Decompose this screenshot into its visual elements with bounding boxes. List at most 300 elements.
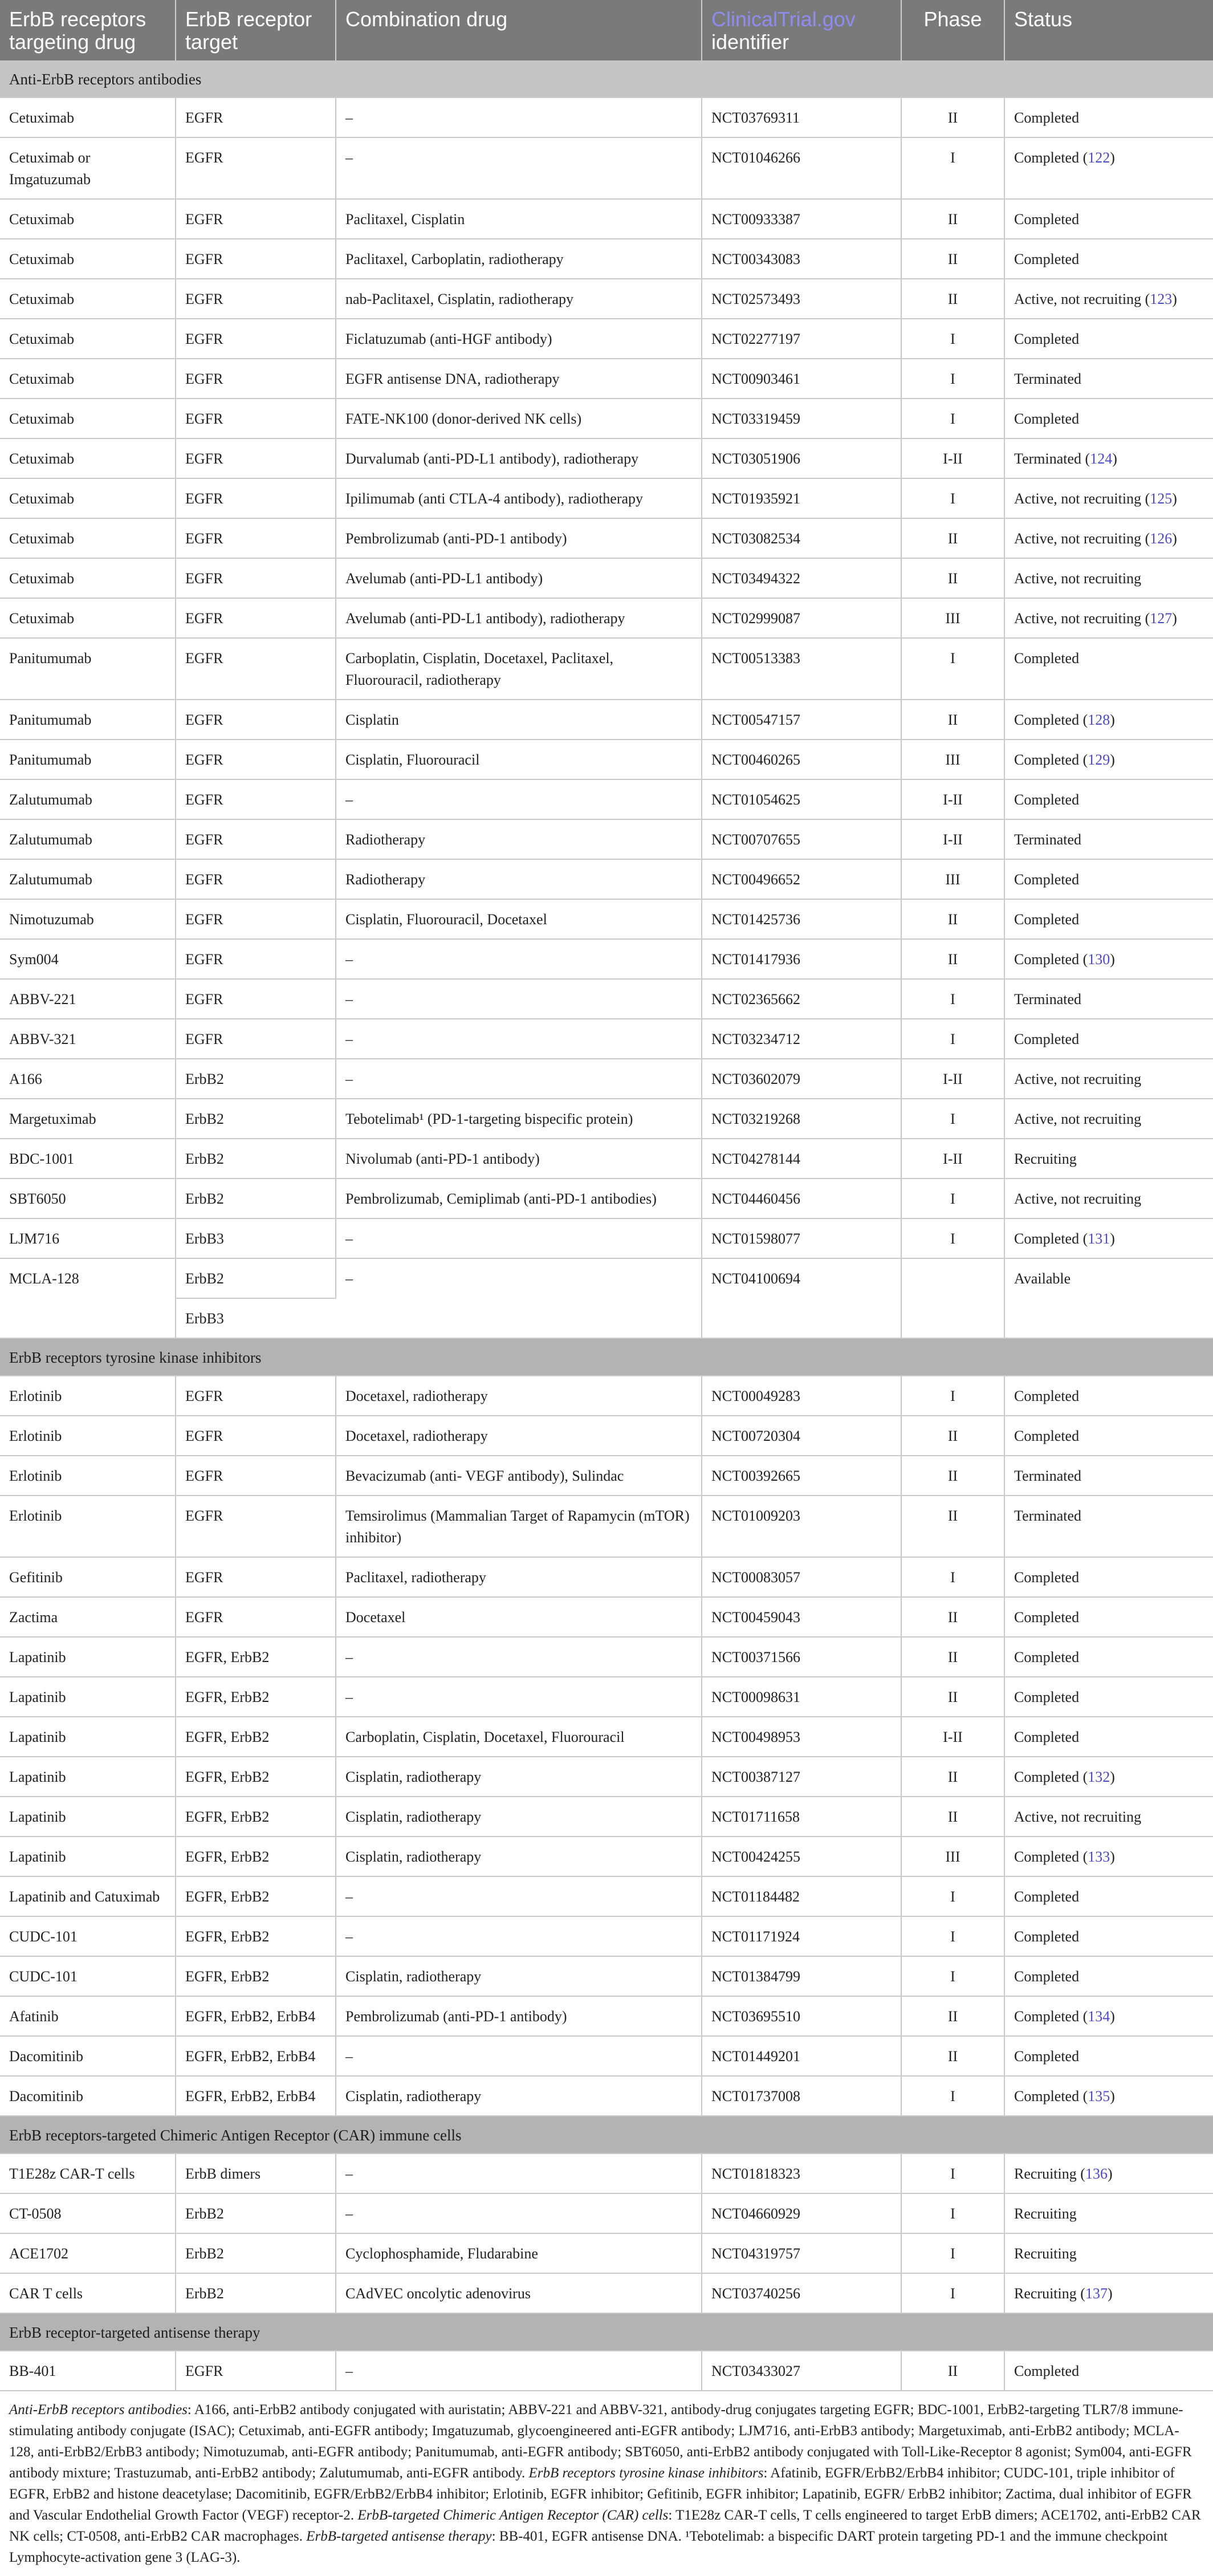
status-text: Completed — [1014, 911, 1080, 928]
drug-cell: Cetuximab — [0, 199, 176, 239]
table-row — [0, 558, 1213, 598]
phase-cell: II — [901, 939, 1004, 979]
table-row — [0, 1019, 1213, 1059]
phase-cell: II — [901, 1677, 1004, 1717]
status-cell — [1004, 1916, 1213, 1956]
target-cell: EGFR, ErbB2 — [176, 1956, 336, 1996]
phase-cell: I — [901, 638, 1004, 700]
identifier-cell: NCT00098631 — [702, 1677, 901, 1717]
drug-cell: CUDC-101 — [0, 1916, 176, 1956]
identifier-cell: NCT00083057 — [702, 1557, 901, 1597]
drug-cell: Cetuximab — [0, 438, 176, 478]
combination-cell: Paclitaxel, radiotherapy — [336, 1557, 702, 1597]
drug-cell: Lapatinib — [0, 1717, 176, 1757]
identifier-cell: NCT00498953 — [702, 1717, 901, 1757]
footnote-heading-car: ErbB-targeted Chimeric Antigen Receptor (CAR) cells — [357, 2508, 669, 2523]
phase-cell: I — [901, 478, 1004, 518]
target-cell: ErbB2 — [176, 2273, 336, 2313]
footnote-heading-antibodies: Anti-ErbB receptors antibodies — [9, 2402, 188, 2417]
target-cell: EGFR — [176, 598, 336, 638]
phase-cell: I — [901, 1179, 1004, 1218]
drug-cell: Panitumumab — [0, 700, 176, 740]
combination-cell: – — [336, 1677, 702, 1717]
target-cell: EGFR — [176, 239, 336, 279]
phase-cell: II — [901, 1416, 1004, 1456]
reference-link[interactable]: 135 — [1088, 2088, 1110, 2104]
combination-cell: – — [336, 1258, 702, 1338]
identifier-cell: NCT01425736 — [702, 899, 901, 939]
target-cell: ErbB2 — [176, 2193, 336, 2233]
target-cell: ErbB3 — [176, 1298, 336, 1338]
phase-cell: II — [901, 899, 1004, 939]
phase-cell: II — [901, 1996, 1004, 2036]
target-cell: EGFR, ErbB2 — [176, 1677, 336, 1717]
reference-link[interactable]: 133 — [1088, 1848, 1110, 1865]
target-cell: EGFR, ErbB2, ErbB4 — [176, 1996, 336, 2036]
combination-cell: – — [336, 97, 702, 137]
target-cell: EGFR — [176, 319, 336, 359]
drug-cell: Cetuximab — [0, 359, 176, 399]
target-cell: EGFR — [176, 1456, 336, 1496]
status-text: Completed — [1014, 1031, 1080, 1047]
combination-cell: – — [336, 1218, 702, 1258]
status-cell — [1004, 2036, 1213, 2076]
identifier-cell: NCT00459043 — [702, 1597, 901, 1637]
combination-cell: Avelumab (anti-PD-L1 antibody) — [336, 558, 702, 598]
clinicaltrials-link[interactable]: ClinicalTrial.gov — [711, 7, 856, 31]
section-title: Anti-ErbB receptors antibodies — [0, 60, 1213, 97]
header-phase: Phase — [901, 0, 1004, 60]
combination-cell: Temsirolimus (Mammalian Target of Rapamycin (mTOR) inhibitor) — [336, 1496, 702, 1557]
status-text: Completed — [1014, 1649, 1080, 1665]
combination-cell: Pembrolizumab, Cemiplimab (anti-PD-1 antibodies) — [336, 1179, 702, 1218]
table-row — [0, 1179, 1213, 1218]
drug-cell: Cetuximab — [0, 478, 176, 518]
table-row — [0, 478, 1213, 518]
status-text: Completed — [1014, 1569, 1080, 1586]
target-cell: EGFR, ErbB2, ErbB4 — [176, 2036, 336, 2076]
reference-link[interactable]: 122 — [1088, 149, 1110, 166]
identifier-cell: NCT04100694 — [702, 1258, 901, 1338]
section-row — [0, 2116, 1213, 2154]
combination-cell: Cisplatin, Fluorouracil — [336, 740, 702, 779]
combination-cell: Cisplatin, radiotherapy — [336, 1757, 702, 1797]
phase-cell: I — [901, 1019, 1004, 1059]
combination-cell: Durvalumab (anti-PD-L1 antibody), radiotherapy — [336, 438, 702, 478]
target-cell: ErbB2 — [176, 1179, 336, 1218]
status-cell: Completed (133) — [1004, 1836, 1213, 1876]
target-cell: EGFR, ErbB2 — [176, 1836, 336, 1876]
table-row — [0, 939, 1213, 979]
table-row — [0, 1757, 1213, 1797]
status-cell — [1004, 2233, 1213, 2273]
status-cell: Completed (130) — [1004, 939, 1213, 979]
reference-link[interactable]: 126 — [1150, 530, 1173, 547]
status-cell: Active, not recruiting (123) — [1004, 279, 1213, 319]
status-cell — [1004, 1717, 1213, 1757]
identifier-cell: NCT02999087 — [702, 598, 901, 638]
combination-cell: Paclitaxel, Carboplatin, radiotherapy — [336, 239, 702, 279]
identifier-cell: NCT03082534 — [702, 518, 901, 558]
status-text: Completed — [1014, 951, 1080, 968]
table-row — [0, 2154, 1213, 2193]
status-text: Completed — [1014, 1388, 1080, 1404]
status-text: Recruiting — [1014, 1151, 1077, 1167]
status-text: Completed — [1014, 791, 1080, 808]
status-text: Completed — [1014, 1848, 1080, 1865]
target-cell: EGFR — [176, 1496, 336, 1557]
combination-cell: Tebotelimab¹ (PD-1-targeting bispecific protein) — [336, 1099, 702, 1139]
target-cell: EGFR, ErbB2 — [176, 1916, 336, 1956]
drug-cell: Zalutumumab — [0, 819, 176, 859]
table-row — [0, 2076, 1213, 2116]
combination-cell: – — [336, 2036, 702, 2076]
drug-cell: Erlotinib — [0, 1416, 176, 1456]
phase-cell: II — [901, 97, 1004, 137]
combination-cell: nab-Paclitaxel, Cisplatin, radiotherapy — [336, 279, 702, 319]
section-title: ErbB receptors tyrosine kinase inhibitors — [0, 1338, 1213, 1376]
drug-cell: CT-0508 — [0, 2193, 176, 2233]
status-text: Completed — [1014, 1769, 1080, 1785]
drug-cell: Zalutumumab — [0, 859, 176, 899]
drug-cell: Cetuximab — [0, 518, 176, 558]
combination-cell: Docetaxel, radiotherapy — [336, 1376, 702, 1416]
status-cell — [1004, 239, 1213, 279]
phase-cell: I — [901, 2193, 1004, 2233]
identifier-cell: NCT00547157 — [702, 700, 901, 740]
header-drug: ErbB receptors targeting drug — [0, 0, 176, 60]
combination-cell: – — [336, 2351, 702, 2391]
status-cell: Active, not recruiting (125) — [1004, 478, 1213, 518]
table-row — [0, 359, 1213, 399]
table-row — [0, 1677, 1213, 1717]
target-cell: EGFR — [176, 359, 336, 399]
status-cell — [1004, 899, 1213, 939]
reference-link[interactable]: 127 — [1150, 610, 1173, 627]
status-text: Completed — [1014, 712, 1080, 728]
drug-cell: Cetuximab — [0, 279, 176, 319]
target-cell: ErbB dimers — [176, 2154, 336, 2193]
target-cell: EGFR — [176, 518, 336, 558]
section-title: ErbB receptors-targeted Chimeric Antigen Receptor (CAR) immune cells — [0, 2116, 1213, 2154]
status-text: Completed — [1014, 1230, 1080, 1247]
table-row — [0, 1376, 1213, 1416]
combination-cell: – — [336, 979, 702, 1019]
status-text: Terminated — [1014, 371, 1082, 387]
reference-link[interactable]: 137 — [1085, 2285, 1108, 2302]
drug-cell: Erlotinib — [0, 1496, 176, 1557]
status-cell: Completed (134) — [1004, 1996, 1213, 2036]
table-row — [0, 1416, 1213, 1456]
combination-cell: Cisplatin, radiotherapy — [336, 1836, 702, 1876]
target-cell: EGFR — [176, 399, 336, 438]
table-row — [0, 1916, 1213, 1956]
drug-cell: LJM716 — [0, 1218, 176, 1258]
status-text: Completed — [1014, 2363, 1080, 2379]
table-row — [0, 1557, 1213, 1597]
drug-cell: Nimotuzumab — [0, 899, 176, 939]
status-cell — [1004, 1557, 1213, 1597]
identifier-cell: NCT00371566 — [702, 1637, 901, 1677]
combination-cell: Cyclophosphamide, Fludarabine — [336, 2233, 702, 2273]
status-text: Completed — [1014, 1968, 1080, 1985]
drug-cell: Erlotinib — [0, 1456, 176, 1496]
status-text: Completed — [1014, 109, 1080, 126]
drug-cell: Lapatinib — [0, 1637, 176, 1677]
identifier-cell: NCT01598077 — [702, 1218, 901, 1258]
drug-cell: Lapatinib — [0, 1677, 176, 1717]
footnote-text-tki: : Afatinib, EGFR/ErbB2/ErbB4 inhibitor; CUDC-101, triple inhibitor of EGFR, ErbB2 and histone deacetylase; Dacomitinib, EGFR/ErbB2/ErbB4 inhibitor; Erlotinib, EGFR inhibitor; Gefitinib, EGFR inhibitor; Lapatinib, EGFR/ ErbB2 inhibitor; Zactima, dual inhibitor of EGFR and Vascular Endothelial Growth Factor (VEGF) receptor-2. — [9, 2465, 1192, 2523]
status-text: Active, not recruiting — [1014, 291, 1142, 307]
identifier-cell: NCT04460456 — [702, 1179, 901, 1218]
reference-link[interactable]: 123 — [1150, 291, 1173, 307]
status-cell: Available — [1004, 1258, 1213, 1338]
target-cell: ErbB2 — [176, 1139, 336, 1179]
phase-cell: I — [901, 359, 1004, 399]
reference-link[interactable]: 131 — [1088, 1230, 1110, 1247]
status-text: Active, not recruiting — [1014, 1191, 1142, 1207]
target-cell: EGFR — [176, 478, 336, 518]
phase-cell: I — [901, 979, 1004, 1019]
identifier-cell: NCT00496652 — [702, 859, 901, 899]
identifier-cell: NCT01046266 — [702, 137, 901, 199]
phase-cell: I — [901, 399, 1004, 438]
target-cell: ErbB2 — [176, 1258, 336, 1298]
identifier-cell: NCT04319757 — [702, 2233, 901, 2273]
target-cell: EGFR — [176, 638, 336, 700]
status-cell — [1004, 638, 1213, 700]
target-cell: EGFR — [176, 137, 336, 199]
drug-cell: Panitumumab — [0, 638, 176, 700]
reference-link[interactable]: 129 — [1088, 751, 1110, 768]
phase-cell: I — [901, 1876, 1004, 1916]
phase-cell: III — [901, 740, 1004, 779]
reference-link[interactable]: 124 — [1090, 450, 1113, 467]
header-target: ErbB receptor target — [176, 0, 336, 60]
phase-cell: I-II — [901, 438, 1004, 478]
table-row — [0, 279, 1213, 319]
table-row — [0, 1836, 1213, 1876]
drug-cell: Cetuximab — [0, 598, 176, 638]
combination-cell: – — [336, 779, 702, 819]
table-row — [0, 97, 1213, 137]
combination-cell: Radiotherapy — [336, 859, 702, 899]
drug-cell: Lapatinib and Catuximab — [0, 1876, 176, 1916]
phase-cell: I — [901, 2273, 1004, 2313]
identifier-cell: NCT03234712 — [702, 1019, 901, 1059]
status-text: Active, not recruiting — [1014, 610, 1142, 627]
drug-cell: BDC-1001 — [0, 1139, 176, 1179]
table-row — [0, 239, 1213, 279]
drug-cell: Zactima — [0, 1597, 176, 1637]
status-cell — [1004, 1876, 1213, 1916]
table-row — [0, 1717, 1213, 1757]
identifier-cell: NCT03602079 — [702, 1059, 901, 1099]
drug-cell: Cetuximab or Imgatuzumab — [0, 137, 176, 199]
table-row — [0, 638, 1213, 700]
status-text: Completed — [1014, 1888, 1080, 1905]
drug-cell: Erlotinib — [0, 1376, 176, 1416]
table-row — [0, 899, 1213, 939]
table-body — [0, 60, 1213, 2391]
table-row — [0, 2233, 1213, 2273]
identifier-cell: NCT00387127 — [702, 1757, 901, 1797]
table-row — [0, 598, 1213, 638]
drug-cell: BB-401 — [0, 2351, 176, 2391]
drug-cell: Lapatinib — [0, 1757, 176, 1797]
status-text: Recruiting — [1014, 2285, 1077, 2302]
target-cell: EGFR, ErbB2 — [176, 1637, 336, 1677]
target-cell: EGFR, ErbB2, ErbB4 — [176, 2076, 336, 2116]
status-cell: Terminated (124) — [1004, 438, 1213, 478]
combination-cell: Paclitaxel, Cisplatin — [336, 199, 702, 239]
status-cell — [1004, 859, 1213, 899]
status-text: Completed — [1014, 1928, 1080, 1945]
phase-cell: II — [901, 700, 1004, 740]
table-row — [0, 1258, 1213, 1298]
combination-cell: Nivolumab (anti-PD-1 antibody) — [336, 1139, 702, 1179]
phase-cell: I — [901, 2154, 1004, 2193]
status-cell: Active, not recruiting (127) — [1004, 598, 1213, 638]
target-cell: EGFR — [176, 97, 336, 137]
drug-cell: Gefitinib — [0, 1557, 176, 1597]
reference-link[interactable]: 134 — [1088, 2008, 1110, 2025]
status-text: Completed — [1014, 2048, 1080, 2065]
phase-cell: I-II — [901, 1139, 1004, 1179]
status-text: Completed — [1014, 331, 1080, 347]
reference-link[interactable]: 128 — [1088, 712, 1110, 728]
combination-cell: – — [336, 1637, 702, 1677]
phase-cell: II — [901, 239, 1004, 279]
drug-cell: CAR T cells — [0, 2273, 176, 2313]
table-row — [0, 399, 1213, 438]
target-cell: EGFR — [176, 779, 336, 819]
table-row — [0, 1597, 1213, 1637]
identifier-cell: NCT03769311 — [702, 97, 901, 137]
target-cell: EGFR — [176, 279, 336, 319]
table-row — [0, 1956, 1213, 1996]
phase-cell: III — [901, 598, 1004, 638]
phase-cell: I — [901, 1218, 1004, 1258]
identifier-cell: NCT00933387 — [702, 199, 901, 239]
status-text: Active, not recruiting — [1014, 1809, 1142, 1825]
target-cell: EGFR — [176, 859, 336, 899]
status-text: Recruiting — [1014, 2165, 1077, 2182]
drug-cell: Cetuximab — [0, 399, 176, 438]
reference-link[interactable]: 132 — [1088, 1769, 1110, 1785]
identifier-cell: NCT04660929 — [702, 2193, 901, 2233]
reference-link[interactable]: 136 — [1085, 2165, 1108, 2182]
status-cell — [1004, 979, 1213, 1019]
combination-cell: FATE-NK100 (donor-derived NK cells) — [336, 399, 702, 438]
phase-cell: II — [901, 2351, 1004, 2391]
target-cell: EGFR — [176, 1597, 336, 1637]
status-text: Terminated — [1014, 1468, 1082, 1484]
status-cell: Recruiting (137) — [1004, 2273, 1213, 2313]
target-cell: EGFR — [176, 438, 336, 478]
status-cell: Recruiting (136) — [1004, 2154, 1213, 2193]
identifier-cell: NCT00460265 — [702, 740, 901, 779]
identifier-cell: NCT03319459 — [702, 399, 901, 438]
status-cell: Completed (132) — [1004, 1757, 1213, 1797]
status-cell — [1004, 819, 1213, 859]
reference-link[interactable]: 130 — [1088, 951, 1110, 968]
table-row — [0, 1059, 1213, 1099]
status-text: Completed — [1014, 411, 1080, 427]
table-row — [0, 2036, 1213, 2076]
status-text: Completed — [1014, 1609, 1080, 1626]
phase-cell: II — [901, 518, 1004, 558]
phase-cell: I — [901, 1956, 1004, 1996]
identifier-cell: NCT00707655 — [702, 819, 901, 859]
identifier-cell: NCT03494322 — [702, 558, 901, 598]
phase-cell: II — [901, 199, 1004, 239]
target-cell: EGFR — [176, 1376, 336, 1416]
target-cell: EGFR — [176, 740, 336, 779]
target-cell: EGFR, ErbB2 — [176, 1717, 336, 1757]
combination-cell: Carboplatin, Cisplatin, Docetaxel, Paclitaxel, Fluorouracil, radiotherapy — [336, 638, 702, 700]
combination-cell: Carboplatin, Cisplatin, Docetaxel, Fluorouracil — [336, 1717, 702, 1757]
table-row — [0, 319, 1213, 359]
status-cell — [1004, 1416, 1213, 1456]
table-row — [0, 1456, 1213, 1496]
identifier-cell: NCT03433027 — [702, 2351, 901, 2391]
status-cell: Completed (135) — [1004, 2076, 1213, 2116]
status-cell — [1004, 319, 1213, 359]
identifier-cell: NCT00513383 — [702, 638, 901, 700]
footnote-text-antibodies: : A166, anti-ErbB2 antibody conjugated with auristatin; ABBV-221 and ABBV-321, antibody-drug conjugates targeting EGFR; BDC-1001, ErbB2-targeting TLR7/8 immune-stimulating antibody conjugate (ISAC); Cetuximab, anti-EGFR antibody; Imgatuzumab, glycoengineered anti-EGFR antibody; LJM716, anti-ErbB3 antibody; Margetuximab, anti-ErbB2 antibody; MCLA-128, anti-ErbB2/ErbB3 antibody; Nimotuzumab, anti-EGFR antibody; Panitumumab, anti-EGFR antibody; SBT6050, anti-ErbB2 antibody conjugated with Toll-Like-Receptor 8 agonist; Sym004, anti-EGFR antibody mixture; Trastuzumab, anti-ErbB2 antibody; Zalutumumab, anti-EGFR antibody. — [9, 2402, 1192, 2481]
status-text: Terminated — [1014, 1508, 1082, 1524]
table-row — [0, 1218, 1213, 1258]
combination-cell: Cisplatin, Fluorouracil, Docetaxel — [336, 899, 702, 939]
combination-cell: – — [336, 1876, 702, 1916]
identifier-cell: NCT01711658 — [702, 1797, 901, 1836]
table-row — [0, 1637, 1213, 1677]
status-cell — [1004, 1677, 1213, 1717]
target-cell: EGFR — [176, 819, 336, 859]
table-row — [0, 199, 1213, 239]
identifier-cell: NCT00424255 — [702, 1836, 901, 1876]
drug-cell: Margetuximab — [0, 1099, 176, 1139]
identifier-cell: NCT02573493 — [702, 279, 901, 319]
combination-cell: Cisplatin, radiotherapy — [336, 1797, 702, 1836]
reference-link[interactable]: 125 — [1150, 490, 1173, 507]
footnote-text-antisense: : BB-401, EGFR antisense DNA. ¹Tebotelimab: a bispecific DART protein targeting PD-1 and the immune checkpoint Lymphocyte-activation gene 3 (LAG-3). — [9, 2529, 1168, 2565]
drug-cell: Dacomitinib — [0, 2076, 176, 2116]
combination-cell: – — [336, 137, 702, 199]
target-cell: ErbB2 — [176, 2233, 336, 2273]
table-row — [0, 700, 1213, 740]
phase-cell: I — [901, 137, 1004, 199]
status-text: Completed — [1014, 251, 1080, 267]
target-cell: EGFR — [176, 2351, 336, 2391]
phase-cell: II — [901, 279, 1004, 319]
drug-cell: Cetuximab — [0, 97, 176, 137]
target-cell: ErbB3 — [176, 1218, 336, 1258]
status-text: Completed — [1014, 751, 1080, 768]
drug-cell: Cetuximab — [0, 319, 176, 359]
combination-cell: Docetaxel, radiotherapy — [336, 1416, 702, 1456]
target-cell: EGFR — [176, 558, 336, 598]
status-text: Completed — [1014, 1689, 1080, 1705]
identifier-cell: NCT00903461 — [702, 359, 901, 399]
combination-cell: Cisplatin, radiotherapy — [336, 1956, 702, 1996]
phase-cell: I-II — [901, 1059, 1004, 1099]
combination-cell: – — [336, 2193, 702, 2233]
status-text: Active, not recruiting — [1014, 1111, 1142, 1127]
table-row — [0, 1496, 1213, 1557]
table-row — [0, 1099, 1213, 1139]
